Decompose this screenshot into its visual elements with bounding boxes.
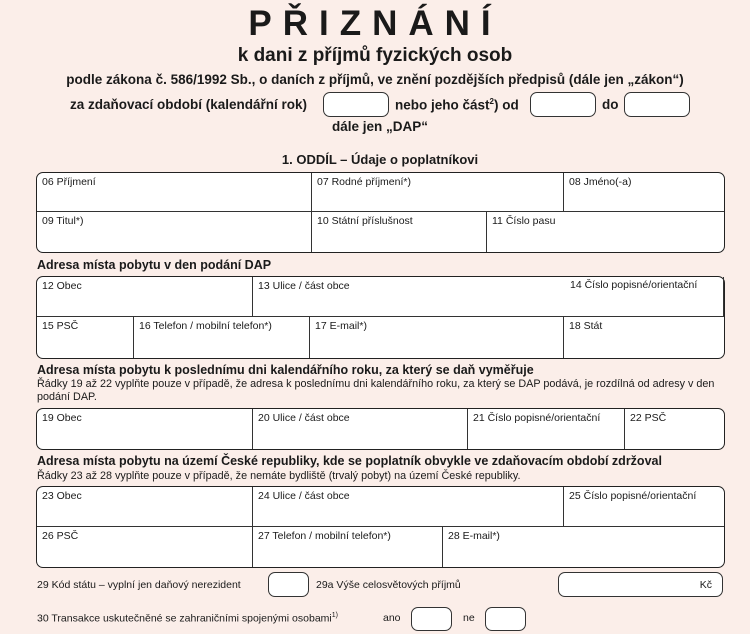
field-29a-label: 29a Výše celosvětových příjmů <box>316 579 461 591</box>
page-title: PŘIZNÁNÍ <box>248 4 502 43</box>
address-last-day-note: Řádky 19 až 22 vyplňte pouze v případě, že adresa k poslednímu dni kalendářního roku, za který se DAP podává, je rozdílná od adresy v den podání DAP. <box>37 378 715 403</box>
period-label: za zdaňovací období (kalendářní rok) <box>70 97 308 112</box>
field-17-email[interactable]: 17 E-mail*) <box>310 317 564 358</box>
field-29-label: 29 Kód státu – vyplní jen daňový nerezident <box>37 579 241 591</box>
field-27-phone[interactable]: 27 Telefon / mobilní telefon*) <box>253 527 443 567</box>
field-11-passport[interactable]: 11 Číslo pasu <box>492 215 556 227</box>
address-last-day-table <box>36 408 725 450</box>
address-cz-note: Řádky 23 až 28 vyplňte pouze v případě, že nemáte bydliště (trvalý pobyt) na území České republiky. <box>37 470 521 482</box>
period-year-input[interactable] <box>323 92 389 117</box>
field-06-surname[interactable]: 06 Příjmení <box>37 173 312 212</box>
field-30-yes-label: ano <box>383 612 401 624</box>
field-30-no-label: ne <box>463 612 475 624</box>
field-08-first-name[interactable]: 08 Jméno(-a) <box>564 173 724 212</box>
address-dap-title: Adresa místa pobytu v den podání DAP <box>37 258 272 272</box>
field-30-yes-checkbox[interactable] <box>411 607 452 631</box>
period-to-label: do <box>602 97 619 112</box>
law-reference: podle zákona č. 586/1992 Sb., o daních z příjmů, ve znění pozdějších předpisů (dále jen „zákon“) <box>66 72 684 87</box>
field-26-zip[interactable]: 26 PSČ <box>37 527 253 567</box>
field-24-street[interactable]: 24 Ulice / část obce <box>253 487 564 527</box>
field-20-street[interactable]: 20 Ulice / část obce <box>253 409 468 449</box>
identity-table <box>36 172 725 253</box>
dap-label: dále jen „DAP“ <box>331 119 429 134</box>
address-cz-table <box>36 486 725 568</box>
field-13-street[interactable]: 13 Ulice / část obce <box>253 277 724 317</box>
page-subtitle: k dani z příjmů fyzických osob <box>237 45 513 66</box>
address-cz-title: Adresa místa pobytu na území České republiky, kde se poplatník obvykle ve zdaňovacím období zdržoval <box>37 454 662 468</box>
period-from-input[interactable] <box>530 92 596 117</box>
field-30-no-checkbox[interactable] <box>485 607 526 631</box>
section-title: 1. ODDÍL – Údaje o poplatníkovi <box>281 152 479 167</box>
field-30-label: 30 Transakce uskutečněné se zahraničními spojenými osobami$^{1)}$ <box>37 612 338 625</box>
field-29-country-code-input[interactable] <box>268 572 309 597</box>
field-14-house-number[interactable]: 14 Číslo popisné/orientační <box>570 279 698 291</box>
field-15-zip[interactable]: 15 PSČ <box>37 317 134 358</box>
field-16-phone[interactable]: 16 Telefon / mobilní telefon*) <box>134 317 310 358</box>
field-10-citizenship[interactable]: 10 Státní příslušnost <box>312 212 487 252</box>
field-23-city[interactable]: 23 Obec <box>37 487 253 527</box>
field-12-city[interactable]: 12 Obec <box>37 277 253 317</box>
field-09-title[interactable]: 09 Titul*) <box>37 212 312 252</box>
field-07-birth-surname[interactable]: 07 Rodné příjmení*) <box>312 173 564 212</box>
period-to-input[interactable] <box>624 92 690 117</box>
currency-label: Kč <box>699 579 712 591</box>
field-18-country[interactable]: 18 Stát <box>569 320 603 332</box>
address-last-day-title: Adresa místa pobytu k poslednímu dni kalendářního roku, za který se daň vyměřuje <box>37 363 534 377</box>
field-29a-income-input[interactable] <box>558 572 723 597</box>
period-part-label: nebo jeho část$^2$) od <box>395 97 519 113</box>
field-28-email[interactable]: 28 E-mail*) <box>448 530 500 542</box>
field-21-house-number[interactable]: 21 Číslo popisné/orientační <box>468 409 625 449</box>
field-22-zip[interactable]: 22 PSČ <box>630 412 667 424</box>
field-19-city[interactable]: 19 Obec <box>37 409 253 449</box>
field-25-house-number[interactable]: 25 Číslo popisné/orientační <box>564 487 724 527</box>
